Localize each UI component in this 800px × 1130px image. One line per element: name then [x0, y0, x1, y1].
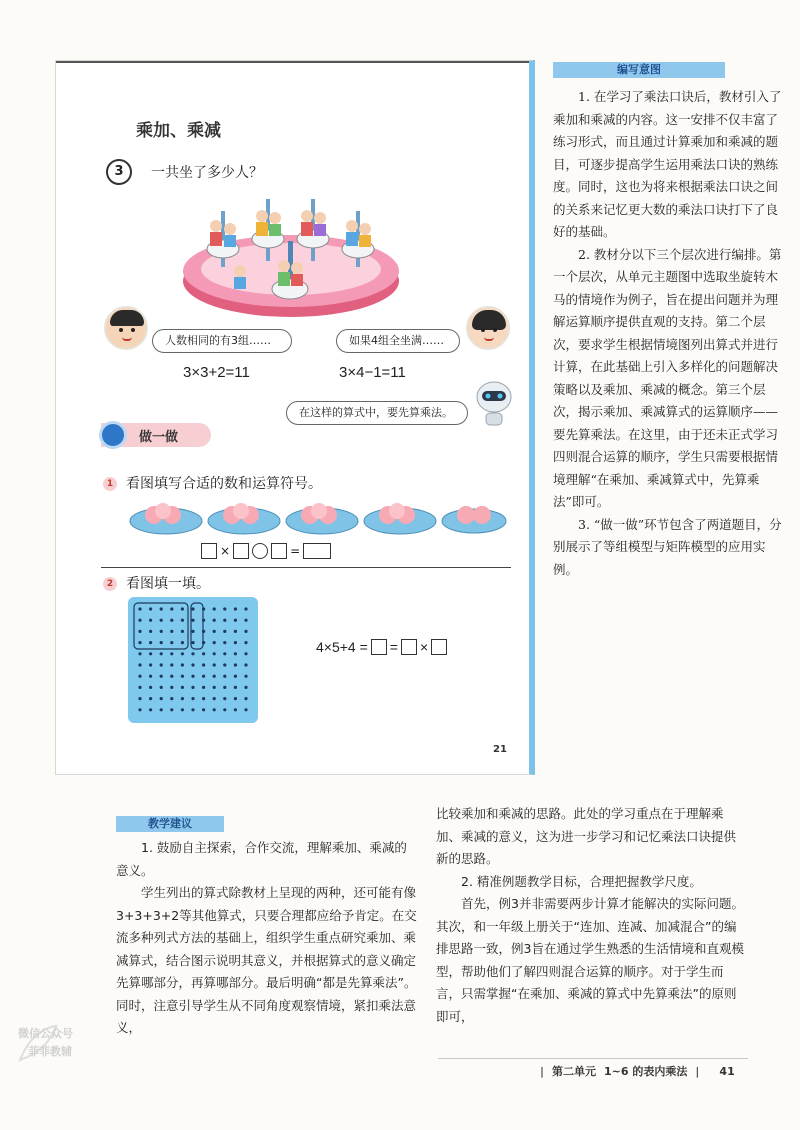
array-dot	[160, 686, 163, 689]
array-dot	[191, 607, 194, 610]
dot-array-illustration	[128, 597, 258, 723]
array-dot	[170, 607, 173, 610]
array-dot	[181, 619, 184, 622]
teaching-left-column	[116, 837, 418, 1040]
array-dot	[170, 641, 173, 644]
array-dot	[181, 686, 184, 689]
array-dot	[223, 708, 226, 711]
array-dot	[138, 619, 141, 622]
answer-blank[interactable]	[271, 543, 287, 559]
array-dot	[213, 630, 216, 633]
footer-unit: 第二单元	[552, 1065, 597, 1078]
array-dot	[244, 630, 247, 633]
array-dot	[213, 686, 216, 689]
array-dot	[244, 641, 247, 644]
array-dot	[234, 697, 237, 700]
footer-separator: |	[695, 1064, 700, 1078]
multiply-sign: ×	[220, 544, 231, 558]
array-dot	[223, 641, 226, 644]
eye	[119, 328, 123, 332]
array-dot	[223, 697, 226, 700]
design-intent-paragraph: 3. “做一做”环节包含了两道题目，分别展示了等组模型与矩阵模型的应用实例。	[553, 516, 782, 577]
array-dot	[244, 663, 247, 666]
array-dot	[213, 619, 216, 622]
array-dot	[244, 708, 247, 711]
answer-blank[interactable]	[233, 543, 249, 559]
array-dot	[223, 663, 226, 666]
robot-mascot-icon	[474, 379, 514, 429]
array-dot	[138, 630, 141, 633]
design-intent-paragraph: 2. 教材分以下三个层次进行编排。第一个层次，从单元主题图中选取坐旋转木马的情境作为例子，旨在提出问题并为理解运算顺序提供直观的支持。第二个层次，要求学生根据情境图列出算式并进行计算，在此基础上引入多样化的问题解决策略以及乘加、乘减的概念。第三个层次，揭示乘加、乘减算式的运算顺序——要先算乘法。在这里，由于还未正式学习四则混合运算的顺序，学生只需要根据情境理解“在乘加、乘减算式中，先算乘法”即可。	[553, 246, 782, 509]
array-dot	[191, 652, 194, 655]
array-dot	[149, 619, 152, 622]
array-dot	[234, 663, 237, 666]
array-dot	[160, 619, 163, 622]
array-dot	[191, 641, 194, 644]
array-dot	[170, 663, 173, 666]
array-dot	[160, 675, 163, 678]
teaching-paragraph-continued: 比较乘加和乘减的思路。此处的学习重点在于理解乘加、乘减的意义，这为进一步学习和记忆乘法口诀提供新的思路。	[436, 806, 737, 866]
array-dot	[234, 686, 237, 689]
mouth	[484, 337, 494, 341]
array-dot	[160, 652, 163, 655]
girl-speech-bubble: 如果4组全坐满……	[336, 329, 460, 353]
array-dot	[160, 697, 163, 700]
array-dot	[202, 652, 205, 655]
array-dot	[234, 607, 237, 610]
teaching-paragraph: 2. 精准例题教学目标，合理把握教学尺度。	[461, 873, 702, 889]
watermark-line: 菲菲教辅	[28, 1045, 72, 1058]
example-number-badge: 3	[106, 159, 132, 185]
eye	[131, 328, 135, 332]
example-question: 一共坐了多少人？	[151, 165, 263, 181]
array-dot	[223, 675, 226, 678]
array-dot	[181, 607, 184, 610]
array-dot	[244, 652, 247, 655]
array-dot	[191, 630, 194, 633]
design-intent-body	[553, 86, 785, 581]
textbook-page	[55, 60, 535, 775]
array-dot	[213, 675, 216, 678]
teaching-paragraph: 1. 鼓励自主探索，合作交流，理解乘加、乘减的意义。	[116, 840, 407, 878]
teaching-paragraph: 首先，例3并非需要两步计算才能解决的实际问题。其次，和一年级上册关于“连加、连减、加减混合”的编排思路一致，例3旨在通过学生熟悉的生活情境和直观模型，帮助他们了解四则混合运算的顺序。对于学生而言，只需掌握“在乘加、乘减的算式中先算乘法”的原则即可，	[436, 896, 744, 1024]
array-dot	[213, 641, 216, 644]
boy-speech-bubble: 人数相同的有3组……	[152, 329, 292, 353]
array-dot	[181, 641, 184, 644]
array-dot	[234, 675, 237, 678]
section-divider	[101, 567, 511, 568]
array-dot	[234, 630, 237, 633]
footer-rule	[438, 1058, 748, 1059]
array-dot	[170, 652, 173, 655]
equation-multiply-add: 3×3+2=11	[183, 364, 250, 381]
multiply-sign: ×	[419, 639, 429, 655]
teaching-paragraph: 学生列出的算式除教材上呈现的两种，还可能有像3+3+3+2等其他算式，只要合理都应给予肯定。在交流多种列式方法的基础上，组织学生重点研究乘加、乘减算式，结合图示说明其意义，并根据算式的意义确定先算哪部分，再算哪部分。最后明确“都是先算乘法”。同时，注意引导学生从不同角度观察情境，紧扣乘法意义，	[116, 885, 417, 1035]
equals-sign: =	[290, 544, 301, 558]
hair	[472, 310, 506, 330]
teaching-right-column	[436, 803, 746, 1028]
array-dot	[160, 641, 163, 644]
array-dot	[223, 619, 226, 622]
practice-label: 做一做	[139, 430, 179, 445]
equation-multiply-subtract: 3×4−1=11	[339, 364, 406, 381]
array-dot	[223, 607, 226, 610]
answer-blank[interactable]	[431, 639, 447, 655]
array-dot	[213, 708, 216, 711]
question-1-answer-row	[201, 542, 331, 560]
array-dot	[191, 686, 194, 689]
question-2-equation	[316, 639, 447, 655]
answer-blank[interactable]	[303, 543, 331, 559]
footer-topic: 1~6 的表内乘法	[604, 1065, 688, 1078]
array-dot	[213, 663, 216, 666]
array-dot	[149, 630, 152, 633]
array-dot	[234, 619, 237, 622]
array-dot	[234, 708, 237, 711]
design-intent-paragraph: 1. 在学习了乘法口诀后，教材引入了乘加和乘减的内容。这一安排不仅丰富了练习形式，而且通过计算乘加和乘减的题目，可逐步提高学生运用乘法口诀的熟练度。同时，这也为将来根据乘法口诀之间的关系来记忆更大数的乘法口诀打下了良好的基础。	[553, 89, 782, 239]
practice-badge-icon	[99, 421, 127, 449]
plate-4	[364, 503, 436, 534]
array-dot	[149, 675, 152, 678]
array-dot	[202, 663, 205, 666]
practice-badge	[101, 423, 211, 447]
robot-speech-bubble: 在这样的算式中，要先算乘法。	[286, 401, 468, 425]
array-dot	[191, 675, 194, 678]
array-dot	[181, 675, 184, 678]
array-dot	[244, 675, 247, 678]
question-1-number: 1	[103, 477, 117, 491]
plate-1	[130, 503, 202, 534]
array-dot	[149, 652, 152, 655]
top-rule	[56, 61, 529, 63]
array-dot	[191, 619, 194, 622]
array-dot	[181, 630, 184, 633]
array-dot	[160, 708, 163, 711]
array-dot	[160, 607, 163, 610]
array-dot	[244, 619, 247, 622]
array-dot	[149, 708, 152, 711]
lesson-title: 乘加、乘减	[136, 121, 221, 141]
array-dot	[138, 641, 141, 644]
array-dot	[191, 697, 194, 700]
page-footer	[540, 1063, 735, 1079]
array-dot	[191, 663, 194, 666]
array-dot	[202, 675, 205, 678]
array-dot	[138, 675, 141, 678]
array-dot	[149, 663, 152, 666]
answer-blank[interactable]	[371, 639, 387, 655]
eye	[481, 328, 485, 332]
peach-plates-illustration	[128, 491, 508, 541]
array-dot	[244, 686, 247, 689]
question-2-text: 看图填一填。	[126, 576, 210, 592]
array-dot	[202, 697, 205, 700]
array-dot	[170, 686, 173, 689]
array-dot	[138, 663, 141, 666]
plate-3	[286, 503, 358, 534]
eye	[493, 328, 497, 332]
array-dot	[138, 607, 141, 610]
textbook-page-number: 21	[493, 744, 507, 755]
array-dot	[138, 697, 141, 700]
carousel-illustration	[176, 171, 406, 321]
array-dot	[149, 641, 152, 644]
array-dot	[223, 652, 226, 655]
question-2-number: 2	[103, 577, 117, 591]
array-dot	[202, 686, 205, 689]
array-dot	[170, 675, 173, 678]
array-dot	[213, 607, 216, 610]
girl-avatar	[466, 306, 510, 350]
answer-blank[interactable]	[401, 639, 417, 655]
array-dot	[170, 619, 173, 622]
array-dot	[138, 708, 141, 711]
question-1-text: 看图填写合适的数和运算符号。	[126, 476, 322, 492]
boy-avatar	[104, 306, 148, 350]
array-dot	[138, 652, 141, 655]
array-dot	[244, 607, 247, 610]
array-dot	[170, 630, 173, 633]
array-dot	[213, 652, 216, 655]
array-dot	[213, 697, 216, 700]
array-dot	[149, 697, 152, 700]
array-dot	[170, 697, 173, 700]
array-dot	[181, 663, 184, 666]
answer-blank[interactable]	[201, 543, 217, 559]
operator-blank[interactable]	[252, 543, 268, 559]
array-dot	[234, 652, 237, 655]
array-dot	[234, 641, 237, 644]
mouth	[122, 337, 132, 341]
array-dot	[181, 708, 184, 711]
array-dot	[181, 652, 184, 655]
teaching-suggestions-heading: 教学建议	[116, 816, 224, 832]
array-dot	[223, 686, 226, 689]
equals-sign: =	[389, 639, 398, 655]
page-number: 41	[719, 1064, 735, 1078]
array-dot	[191, 708, 194, 711]
hair	[110, 310, 144, 326]
array-dot	[202, 708, 205, 711]
array-dot	[138, 686, 141, 689]
watermark	[18, 1025, 73, 1061]
array-dot	[223, 630, 226, 633]
array-dot	[170, 708, 173, 711]
array-dot	[181, 697, 184, 700]
design-intent-heading: 编写意图	[553, 62, 725, 78]
array-dot	[244, 697, 247, 700]
watermark-line: 微信公众号	[18, 1027, 73, 1040]
array-dot	[149, 607, 152, 610]
equation-lead: 4×5+4 =	[316, 639, 368, 655]
array-dot	[160, 663, 163, 666]
plate-5	[442, 506, 506, 533]
footer-separator: |	[540, 1064, 545, 1078]
plate-2	[208, 503, 280, 534]
array-dot	[149, 686, 152, 689]
array-dot	[160, 630, 163, 633]
